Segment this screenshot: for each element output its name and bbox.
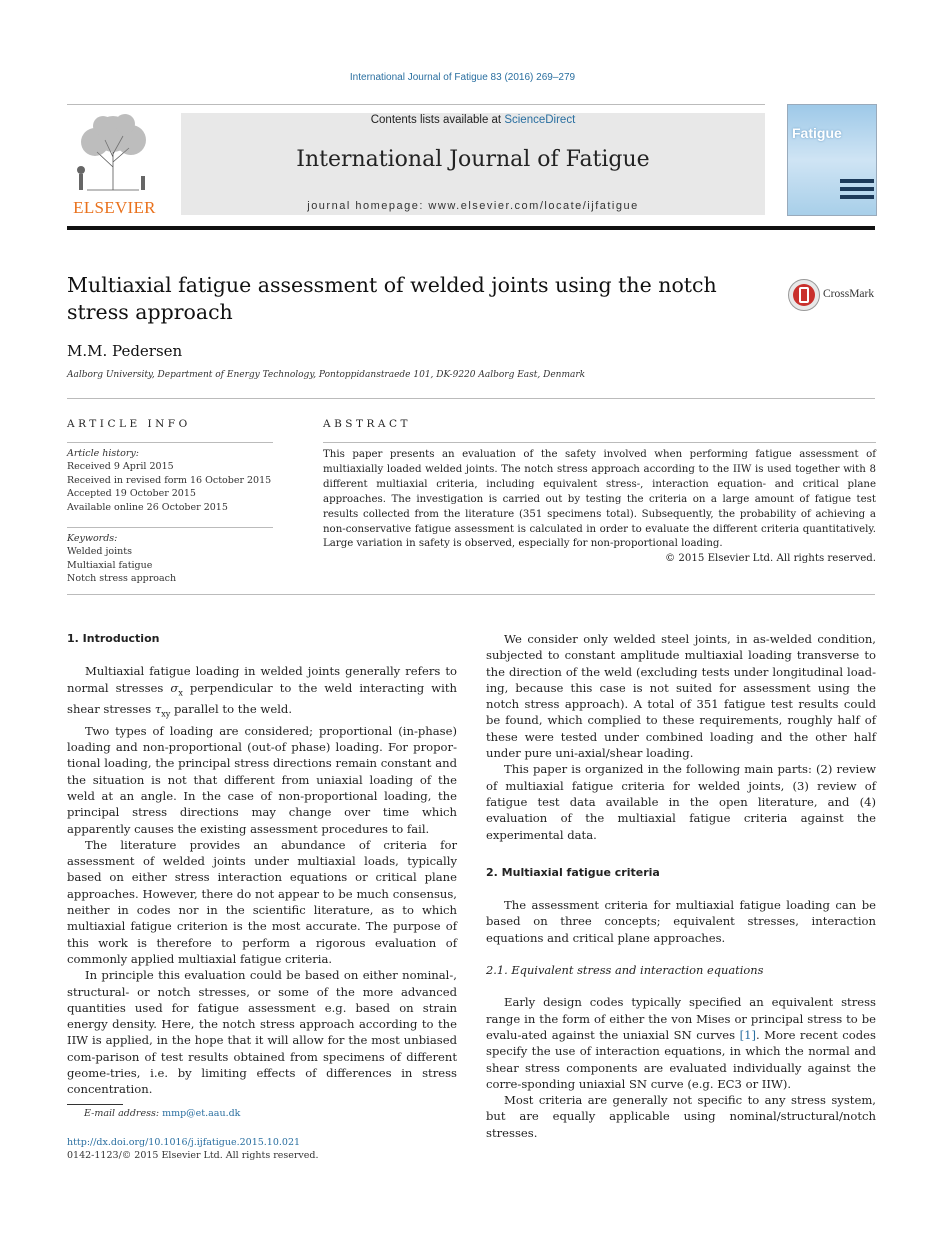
keyword: Welded joints: [67, 546, 132, 558]
cover-bar: [840, 179, 874, 183]
history-item: Received 9 April 2015: [67, 461, 174, 473]
history-item: Received in revised form 16 October 2015: [67, 474, 272, 486]
title-rule: [67, 398, 875, 399]
article-history: [67, 447, 277, 514]
crossmark-label: CrossMark: [823, 288, 875, 300]
email-link[interactable]: mmp@et.aau.dk: [162, 1108, 241, 1119]
article-info-rule: [67, 442, 273, 443]
publisher-name: ELSEVIER: [73, 198, 156, 217]
abstract-rule: [323, 442, 876, 443]
cover-title: Fatigue: [792, 125, 842, 141]
paragraph: Early design codes typically specified an equivalent stress range in the form of either the von Mises or principal stress to be evalu-ated against the uniaxial SN curves [1]. More recent codes specify the use of interaction equations, in which the normal and shear stress components are evaluated individually against the corre-sponding uniaxial SN curve (e.g. EC3 or IIW).: [486, 995, 876, 1091]
abstract-text: This paper presents an evaluation of the safety involved when performing fatigue assessment of multiaxially loaded welded joints. The notch stress approach according to the IIW is used together with 8 different multiaxial criteria, including equivalent stress-, interaction equation- and critical plane approaches. The investigation is carried out by testing the criteria on a large amount of fatigue test results collected from the literature (351 specimens total). Subsequently, the probability of achieving a non-conservative fatigue assessment is calculated in order to evaluate the different criteria quantitatively. Large variation in safety is observed, especially for non-proportional loading.: [323, 449, 876, 550]
history-label: Article history:: [67, 448, 139, 459]
subsection-heading: 2.1. Equivalent stress and interaction equations: [486, 963, 764, 978]
elsevier-tree-icon: [67, 112, 159, 192]
history-item: Accepted 19 October 2015: [67, 488, 196, 500]
footnote-email: E-mail address: mmp@et.aau.dk: [84, 1108, 241, 1119]
abstract: [323, 448, 876, 567]
journal-cover[interactable]: [787, 104, 877, 216]
doi-link[interactable]: http://dx.doi.org/10.1016/j.ijfatigue.2015.10.021: [67, 1137, 301, 1148]
keyword: Multiaxial fatigue: [67, 559, 153, 571]
section-heading: 1. Introduction: [67, 632, 160, 645]
author-affiliation: Aalborg University, Department of Energy Technology, Pontoppidanstraede 101, DK-9220 Aalborg East, Denmark: [67, 370, 586, 380]
section-heading: 2. Multiaxial fatigue criteria: [486, 865, 660, 879]
paragraph: Multiaxial fatigue loading in welded joints generally refers to normal stresses $\sigma_x$ perpendicular to the weld interacting with shear stresses $\tau_{xy}$ parallel to the weld.: [67, 664, 458, 719]
citation-link[interactable]: [1]: [739, 1027, 756, 1042]
paragraph: We consider only welded steel joints, in as-welded condition, subjected to constant amplitude multiaxial loading transverse to the direction of the weld (excluding tests under longitudinal load-ing, because this case is not suited for assessment using the notch stress approach). A total of 351 fatigue test results could be found, which complied to these requirements, roughly half of these were tested under combined loading and the other half under pure uni-axial/shear loading.: [486, 632, 876, 761]
paragraph: This paper is organized in the following main parts: (2) review of multiaxial fatigue criteria for welded joints, (3) review of fatigue test data available in the open literature, and (4) evaluation of the multiaxial fatigue criteria against the experimental data.: [486, 762, 876, 842]
right-column: [486, 631, 876, 1141]
header-rule: [67, 104, 765, 105]
left-column: [67, 631, 457, 1098]
journal-reference[interactable]: International Journal of Fatigue 83 (2016) 269–279: [349, 72, 576, 83]
footnote-rule: [67, 1104, 123, 1105]
keywords-label: Keywords:: [67, 533, 118, 544]
keywords-rule: [67, 527, 273, 528]
journal-homepage[interactable]: journal homepage: www.elsevier.com/locate/ijfatigue: [307, 200, 639, 212]
crossmark-icon: [787, 278, 821, 312]
history-item: Available online 26 October 2015: [67, 501, 228, 513]
sciencedirect-link[interactable]: ScienceDirect: [504, 114, 576, 126]
contents-prefix: Contents lists available at: [370, 114, 505, 126]
abstract-bottom-rule: [67, 594, 875, 595]
cover-bar: [840, 195, 874, 199]
cover-bar: [840, 187, 874, 191]
paragraph: The assessment criteria for multiaxial fatigue loading can be based on three concepts; equivalent stresses, interaction equations and critical plane approaches.: [486, 898, 876, 945]
paragraph: The literature provides an abundance of criteria for assessment of welded joints under multiaxial loads, typically based on either stress interaction equations or critical plane approaches. However, there do not appear to be much consensus, neither in codes nor in the scientific literature, as to which multiaxial fatigue criterion is the most accurate. The purpose of this work is therefore to perform a rigorous evaluation of commonly applied multiaxial fatigue criteria.: [67, 837, 457, 966]
paragraph: In principle this evaluation could be based on either nominal-, structural- or notch stresses, or some of the more advanced quantities used for fatigue assessment e.g. based on strain energy density. Here, the notch stress approach according to the IIW is applied, in the hope that it will allow for the most unbiased com-parison of test results obtained from specimens of different geome-tries, i.e. by limiting effects of differences in stress concentration.: [67, 968, 457, 1097]
abstract-heading: ABSTRACT: [323, 418, 412, 430]
article-info-heading: ARTICLE INFO: [67, 418, 191, 430]
paragraph: Two types of loading are considered; proportional (in-phase) loading and non-proportional (out-of phase) loading. For propor-tional loading, the principal stress directions remain constant and the situation is not that different from uniaxial loading of the weld at an angle. In the case of non-proportional loading, the principal stress directions may change over time which apparently causes the existing assessment procedures to fail.: [67, 723, 457, 836]
journal-title: International Journal of Fatigue: [296, 147, 650, 172]
article-title: Multiaxial fatigue assessment of welded joints using the notch stress approach: [67, 273, 717, 324]
author-name: M.M. Pedersen: [67, 342, 183, 360]
paragraph: Most criteria are generally not specific to any stress system, but are equally applicable using nominal/structural/notch stresses.: [486, 1093, 876, 1140]
header-thick-rule: [67, 226, 875, 230]
keywords: [67, 532, 277, 586]
crossmark-badge[interactable]: [787, 278, 877, 312]
keyword: Notch stress approach: [67, 573, 177, 585]
issn-line: 0142-1123/© 2015 Elsevier Ltd. All rights reserved.: [67, 1150, 319, 1161]
contents-line: [181, 114, 765, 126]
abstract-copyright: © 2015 Elsevier Ltd. All rights reserved.: [664, 553, 876, 565]
